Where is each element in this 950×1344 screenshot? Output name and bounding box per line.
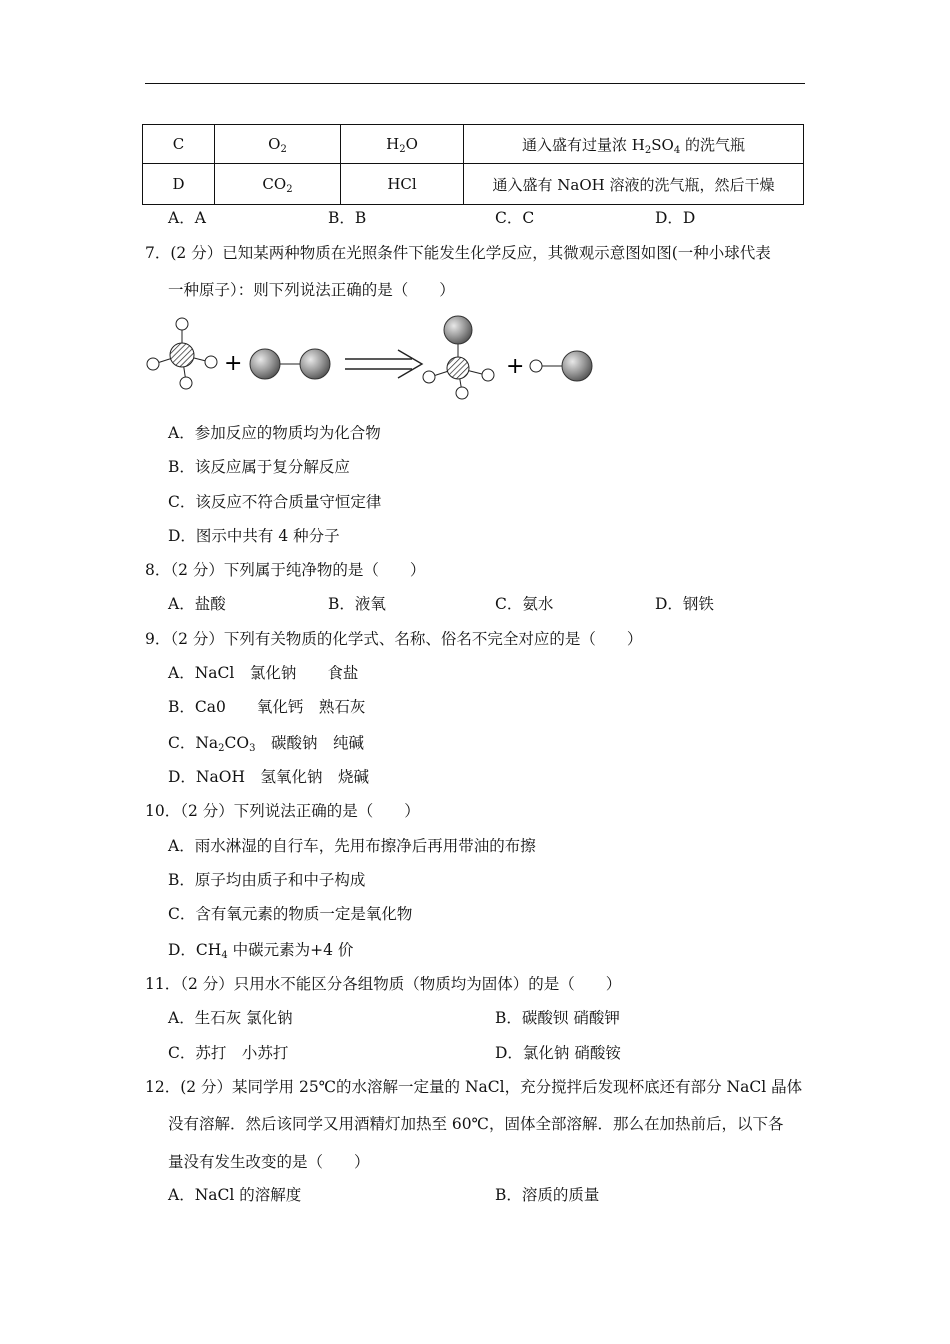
- q10-option-c[interactable]: C．含有氧元素的物质一定是氧化物: [168, 905, 413, 923]
- q10-option-b[interactable]: B．原子均由质子和中子构成: [168, 871, 366, 889]
- q7-option-a[interactable]: A．参加反应的物质均为化合物: [168, 424, 381, 442]
- q9-stem: 9．（2 分）下列有关物质的化学式、名称、俗名不完全对应的是（ ）: [145, 630, 643, 648]
- q7-stem-cont: 一种原子）：则下列说法正确的是（ ）: [168, 281, 455, 299]
- q8-option-c[interactable]: C．氨水: [495, 595, 554, 613]
- q11-option-b[interactable]: B．碳酸钡 硝酸钾: [495, 1009, 620, 1027]
- q12-option-b[interactable]: B．溶质的质量: [495, 1186, 600, 1204]
- q8-option-b[interactable]: B．液氧: [328, 595, 386, 613]
- q12-stem-cont: 没有溶解．然后该同学又用酒精灯加热至 60℃，固体全部溶解．那么在加热前后，以下各: [168, 1115, 784, 1133]
- q11-option-c[interactable]: C．苏打 小苏打: [168, 1044, 289, 1062]
- q6-option-a[interactable]: A．A: [168, 209, 206, 227]
- table-row: [143, 125, 804, 164]
- q6-option-d[interactable]: D．D: [655, 209, 696, 227]
- q6-option-c[interactable]: C．C: [495, 209, 535, 227]
- q9-option-a[interactable]: A．NaCl 氯化钠 食盐: [168, 664, 359, 682]
- q7-option-c[interactable]: C．该反应不符合质量守恒定律: [168, 493, 382, 511]
- reactant-molecule-1: [147, 318, 217, 389]
- q12-option-a[interactable]: A．NaCl 的溶解度: [168, 1186, 302, 1204]
- substance-cell: $CO_2$: [215, 164, 341, 205]
- reactant-molecule-2: [250, 349, 330, 379]
- q11-stem: 11．（2 分）只用水不能区分各组物质（物质均为固体）的是（ ）: [145, 975, 622, 993]
- q11-option-a[interactable]: A．生石灰 氯化钠: [168, 1009, 293, 1027]
- header-rule: [145, 83, 805, 84]
- q12-stem-cont: 量没有发生改变的是（ ）: [168, 1153, 370, 1171]
- plus-sign: +: [224, 351, 243, 376]
- q10-option-d[interactable]: D．$CH_4$ 中碳元素为+4 价: [168, 941, 354, 961]
- q8-option-a[interactable]: A．盐酸: [168, 595, 226, 613]
- table-row: [143, 164, 804, 205]
- impurity-cell: HCl: [341, 164, 464, 205]
- q9-option-b[interactable]: B．Ca0 氧化钙 熟石灰: [168, 698, 366, 716]
- product-molecule-1: [423, 316, 494, 399]
- q7-option-d[interactable]: D．图示中共有 4 种分子: [168, 527, 340, 545]
- row-label: D: [143, 164, 215, 205]
- q9-option-c[interactable]: C．$Na_2CO_3$ 碳酸钠 纯碱: [168, 734, 365, 754]
- reaction-arrow: [345, 350, 422, 378]
- q9-option-d[interactable]: D．NaOH 氢氧化钠 烧碱: [168, 768, 369, 786]
- q7-stem: 7．(2 分）已知某两种物质在光照条件下能发生化学反应，其微观示意图如图(一种小球代表: [145, 244, 771, 262]
- q6-option-b[interactable]: B．B: [328, 209, 367, 227]
- method-cell: 通入盛有 NaOH 溶液的洗气瓶，然后干燥: [464, 164, 804, 205]
- reaction-diagram: [140, 310, 610, 405]
- options-table: [142, 124, 804, 205]
- impurity-cell: $H_2O$: [341, 125, 464, 164]
- product-molecule-2: [530, 351, 592, 381]
- method-cell: 通入盛有过量浓 $H_2SO_4$ 的洗气瓶: [464, 125, 804, 164]
- q10-stem: 10．（2 分）下列说法正确的是（ ）: [145, 802, 420, 820]
- plus-sign: +: [506, 354, 525, 379]
- q8-option-d[interactable]: D．钢铁: [655, 595, 714, 613]
- q12-stem: 12．(2 分）某同学用 25℃的水溶解一定量的 NaCl，充分搅拌后发现杯底还有部分 NaCl 晶体: [145, 1078, 803, 1096]
- q8-stem: 8．（2 分）下列属于纯净物的是（ ）: [145, 561, 426, 579]
- q10-option-a[interactable]: A．雨水淋湿的自行车，先用布擦净后再用带油的布擦: [168, 837, 536, 855]
- substance-cell: $O_2$: [215, 125, 341, 164]
- row-label: C: [143, 125, 215, 164]
- q7-option-b[interactable]: B．该反应属于复分解反应: [168, 458, 350, 476]
- q11-option-d[interactable]: D．氯化钠 硝酸铵: [495, 1044, 621, 1062]
